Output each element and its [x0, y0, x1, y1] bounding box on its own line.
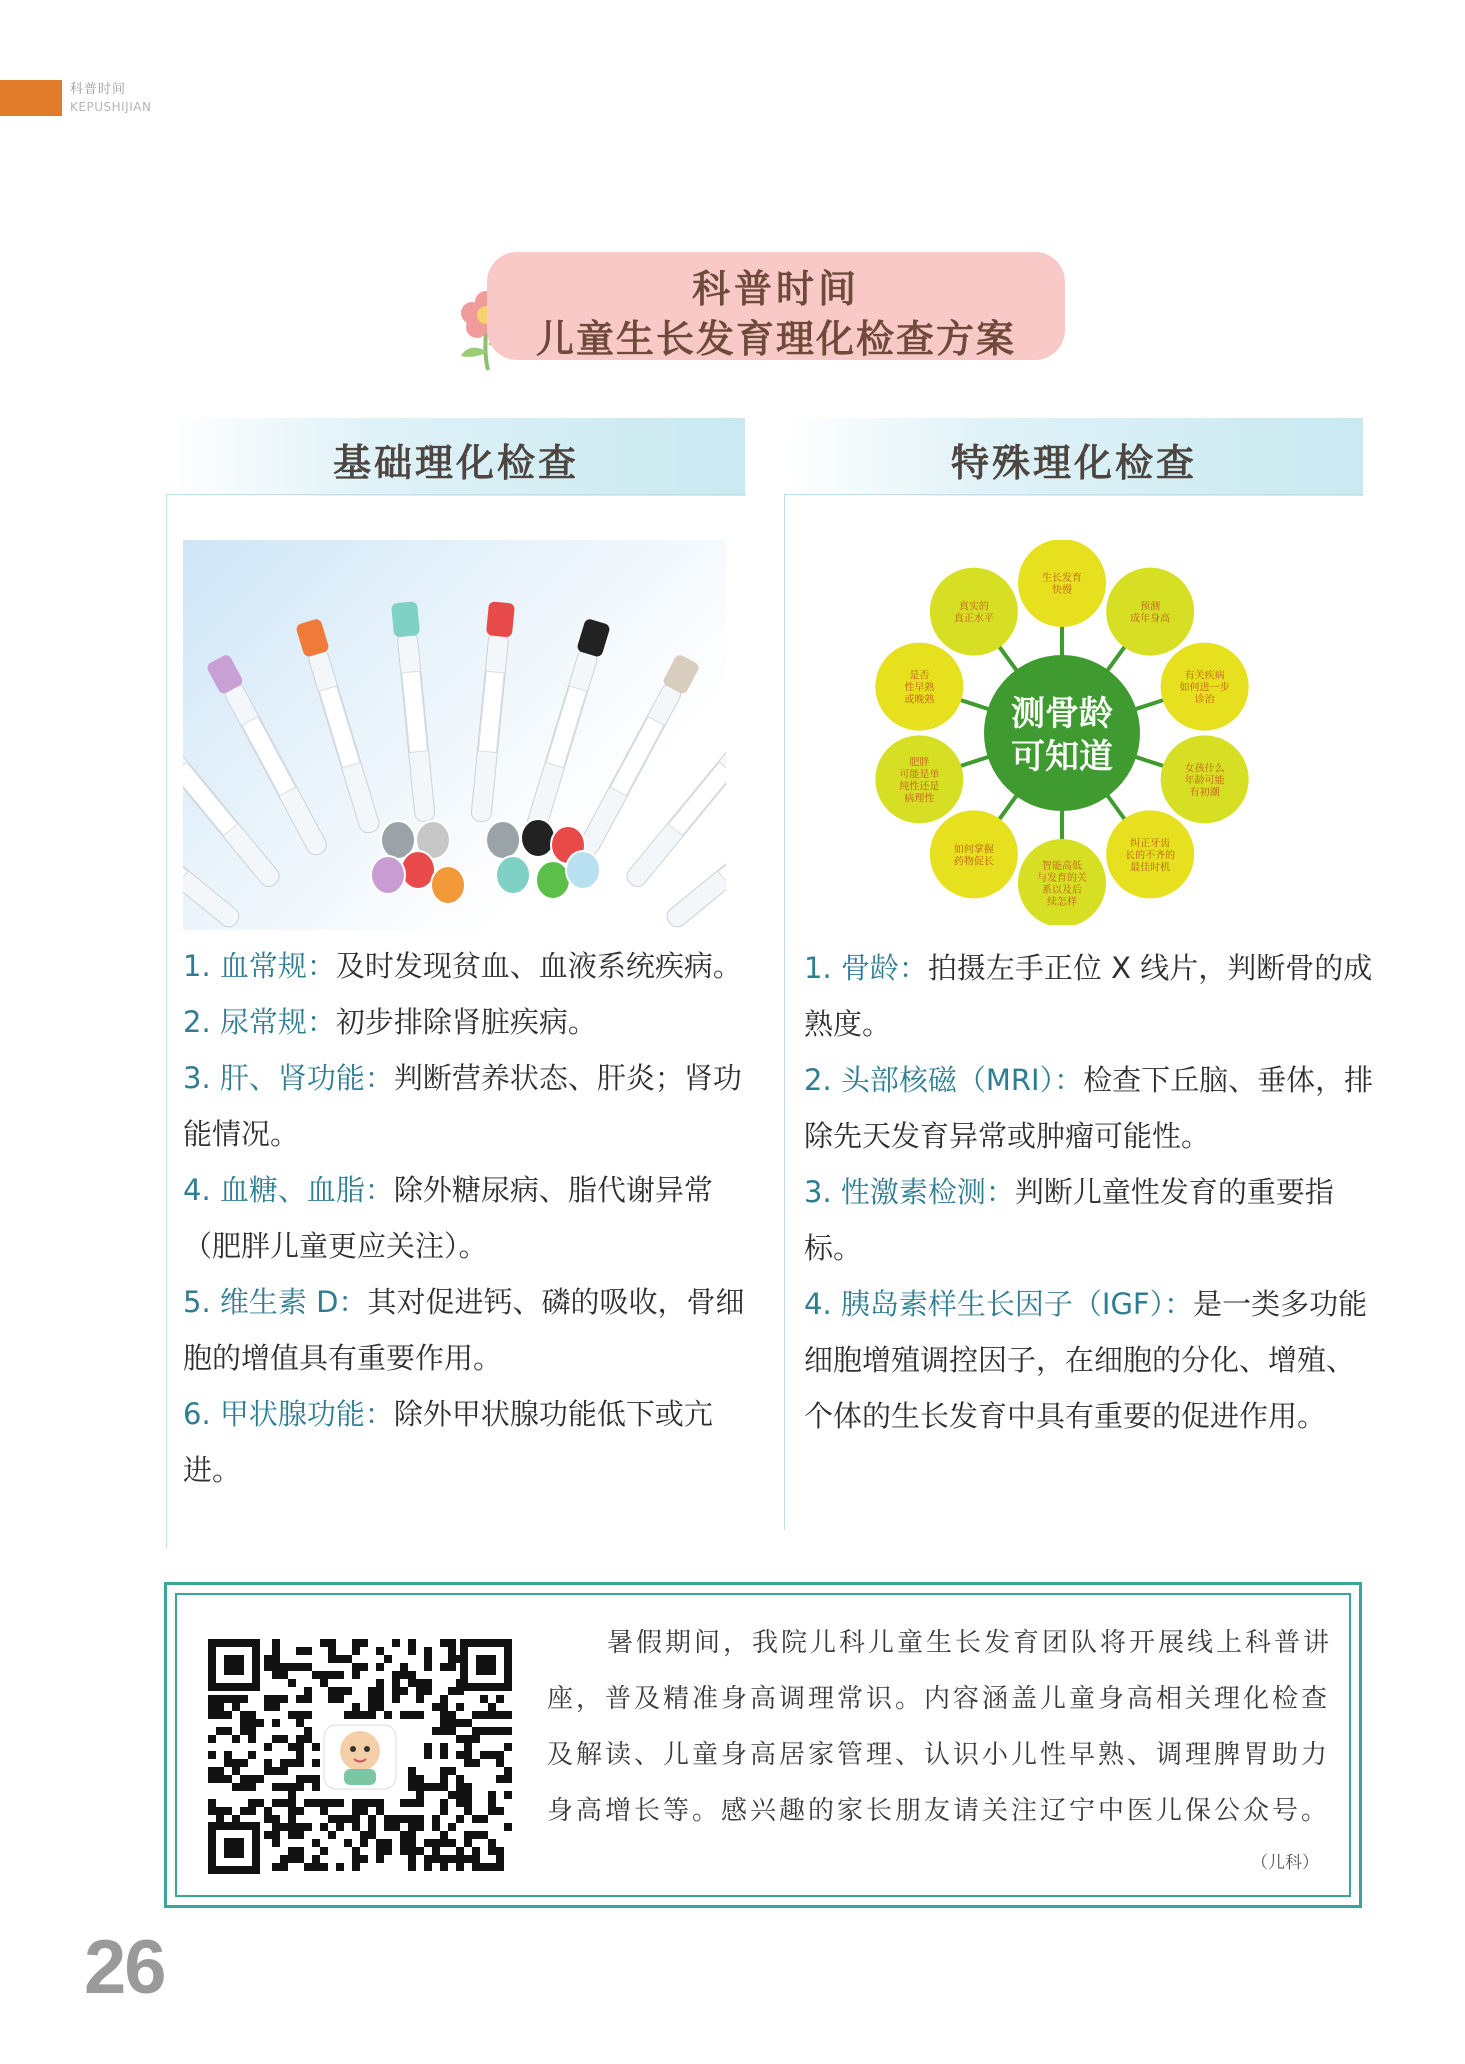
list-item: [804, 940, 1374, 1052]
right-column-border-top: [784, 494, 1364, 495]
tube-cap: [486, 821, 520, 859]
notice-inner-frame: [175, 1593, 1351, 1897]
notice-paragraph: 暑假期间，我院儿科儿童生长发育团队将开展线上科普讲座，普及精准身高调理常识。内容涵盖儿童身高相关理化检查及解读、儿童身高居家管理、认识小儿性早熟、调理脾胃助力身高增长等。感兴趣的家长朋友请关注辽宁中医儿保公众号。: [547, 1628, 1333, 1826]
list-item: [183, 1386, 753, 1498]
petal-label: 病理性: [904, 793, 935, 805]
bone-age-diagram: [850, 540, 1270, 925]
section-name-en: KEPUSHIJIAN: [70, 100, 152, 114]
petal-label: 肥胖: [909, 757, 930, 769]
blood-tube: [522, 618, 611, 836]
special-tests-title: 特殊理化检查: [950, 440, 1197, 485]
petal-label: 药物促长: [953, 856, 994, 868]
list-item-label: 5. 维生素 D：: [183, 1285, 368, 1319]
petal-label: 可能是单: [899, 769, 940, 781]
petal-label: 诊治: [1194, 694, 1215, 706]
petal-label: 有关疾病: [1184, 670, 1225, 682]
list-item-text: 其对促进钙、磷的吸收，骨细胞的增值具有重要作用。: [183, 1285, 745, 1375]
notice-source: （儿科）: [1251, 1853, 1319, 1873]
basic-tests-list: [183, 938, 753, 1498]
qr-code-icon[interactable]: [208, 1639, 512, 1874]
tube-cap: [401, 851, 435, 889]
list-item: [804, 1276, 1374, 1444]
petal-label: 纯性还是: [899, 781, 940, 793]
list-item-label: 4. 胰岛素样生长因子（IGF）：: [804, 1287, 1194, 1321]
tube-cap: [521, 819, 555, 857]
list-item-text: 判断营养状态、肝炎；肾功能情况。: [183, 1061, 742, 1151]
blood-tubes-photo: [183, 540, 726, 930]
tube-cap: [431, 866, 465, 904]
petal-label: 生长发育: [1042, 573, 1082, 584]
list-item-text: 除外糖尿病、脂代谢异常（肥胖儿童更应关注）。: [183, 1173, 713, 1263]
petal-label: 是否: [909, 670, 930, 682]
tube-cap: [566, 851, 600, 889]
petal-label: 与发育的关: [1037, 873, 1087, 884]
blood-tube: [621, 706, 726, 892]
basic-tests-header: [167, 418, 745, 496]
list-item-label: 2. 头部核磁（MRI）：: [804, 1063, 1084, 1097]
blood-tube: [391, 601, 438, 822]
lecture-notice: [164, 1582, 1362, 1908]
petal-label: 长的不齐的: [1125, 850, 1176, 862]
left-column-border-top: [166, 494, 746, 495]
list-item: [183, 938, 753, 994]
list-item: [183, 1050, 753, 1162]
title-banner: [487, 252, 1065, 360]
list-item: [804, 1052, 1374, 1164]
list-item: [183, 1274, 753, 1386]
petal-label: 最佳时机: [1130, 862, 1171, 874]
blood-tube: [295, 618, 384, 836]
petal-label: 真正水平: [953, 613, 994, 625]
section-name-cn: 科普时间: [70, 82, 127, 97]
list-item-text: 是一类多功能细胞增殖调控因子，在细胞的分化、增殖、个体的生长发育中具有重要的促进作用。: [804, 1287, 1368, 1433]
bone-age-center-line1: 测骨龄: [1011, 694, 1113, 734]
list-item-label: 3. 肝、肾功能：: [183, 1061, 394, 1095]
right-column-border: [784, 494, 785, 1530]
left-column-border: [166, 494, 167, 1548]
list-item-text: 除外甲状腺功能低下或亢进。: [183, 1397, 713, 1487]
banner-title: 科普时间: [691, 266, 860, 311]
petal-label: 如何进一步: [1179, 682, 1230, 694]
tube-cap: [371, 856, 405, 894]
list-item-text: 及时发现贫血、血液系统疾病。: [335, 949, 742, 983]
page-number: 26: [84, 1925, 165, 2010]
petal-label: 续怎样: [1047, 897, 1077, 908]
tube-cap: [496, 856, 530, 894]
list-item-label: 1. 血常规：: [183, 949, 336, 983]
list-item-label: 1. 骨龄：: [804, 951, 928, 985]
petal-label: 真实的: [958, 601, 989, 613]
list-item-label: 6. 甲状腺功能：: [183, 1397, 394, 1431]
petal-label: 或晚熟: [904, 694, 935, 706]
petal-label: 快慢: [1052, 585, 1072, 596]
petal-label: 女孩什么: [1184, 763, 1225, 775]
list-item-label: 2. 尿常规：: [183, 1005, 336, 1039]
blood-tube: [183, 706, 285, 892]
petal-label: 智能高低: [1042, 861, 1082, 872]
banner-subtitle: 儿童生长发育理化检查方案: [535, 316, 1016, 361]
list-item-text: 检查下丘脑、垂体，排除先天发育异常或肿瘤可能性。: [804, 1063, 1374, 1153]
basic-tests-title: 基础理化检查: [332, 440, 579, 485]
list-item-label: 3. 性激素检测：: [804, 1175, 1015, 1209]
petal-label: 如何掌握: [953, 844, 994, 856]
petal-label: 预测: [1140, 601, 1161, 613]
tube-cap: [536, 861, 570, 899]
section-tab-marker: [0, 80, 62, 116]
petal-label: 性早熟: [904, 682, 935, 694]
petal-label: 纠正牙齿: [1130, 838, 1171, 850]
petal-label: 系以及后: [1042, 885, 1082, 896]
list-item-text: 拍摄左手正位 X 线片，判断骨的成熟度。: [804, 951, 1373, 1041]
special-tests-header: [785, 418, 1363, 496]
list-item: [183, 1162, 753, 1274]
list-item-text: 判断儿童性发育的重要指标。: [804, 1175, 1334, 1265]
blood-tube: [468, 601, 515, 822]
list-item: [804, 1164, 1374, 1276]
list-item: [183, 994, 753, 1050]
petal-label: 有初潮: [1189, 787, 1220, 799]
list-item-text: 初步排除肾脏疾病。: [335, 1005, 597, 1039]
petal-label: 成年身高: [1130, 613, 1171, 625]
petal-label: 年龄可能: [1184, 775, 1225, 787]
special-tests-list: [804, 940, 1374, 1444]
bone-age-center-line2: 可知道: [1011, 737, 1113, 777]
list-item-label: 4. 血糖、血脂：: [183, 1173, 394, 1207]
